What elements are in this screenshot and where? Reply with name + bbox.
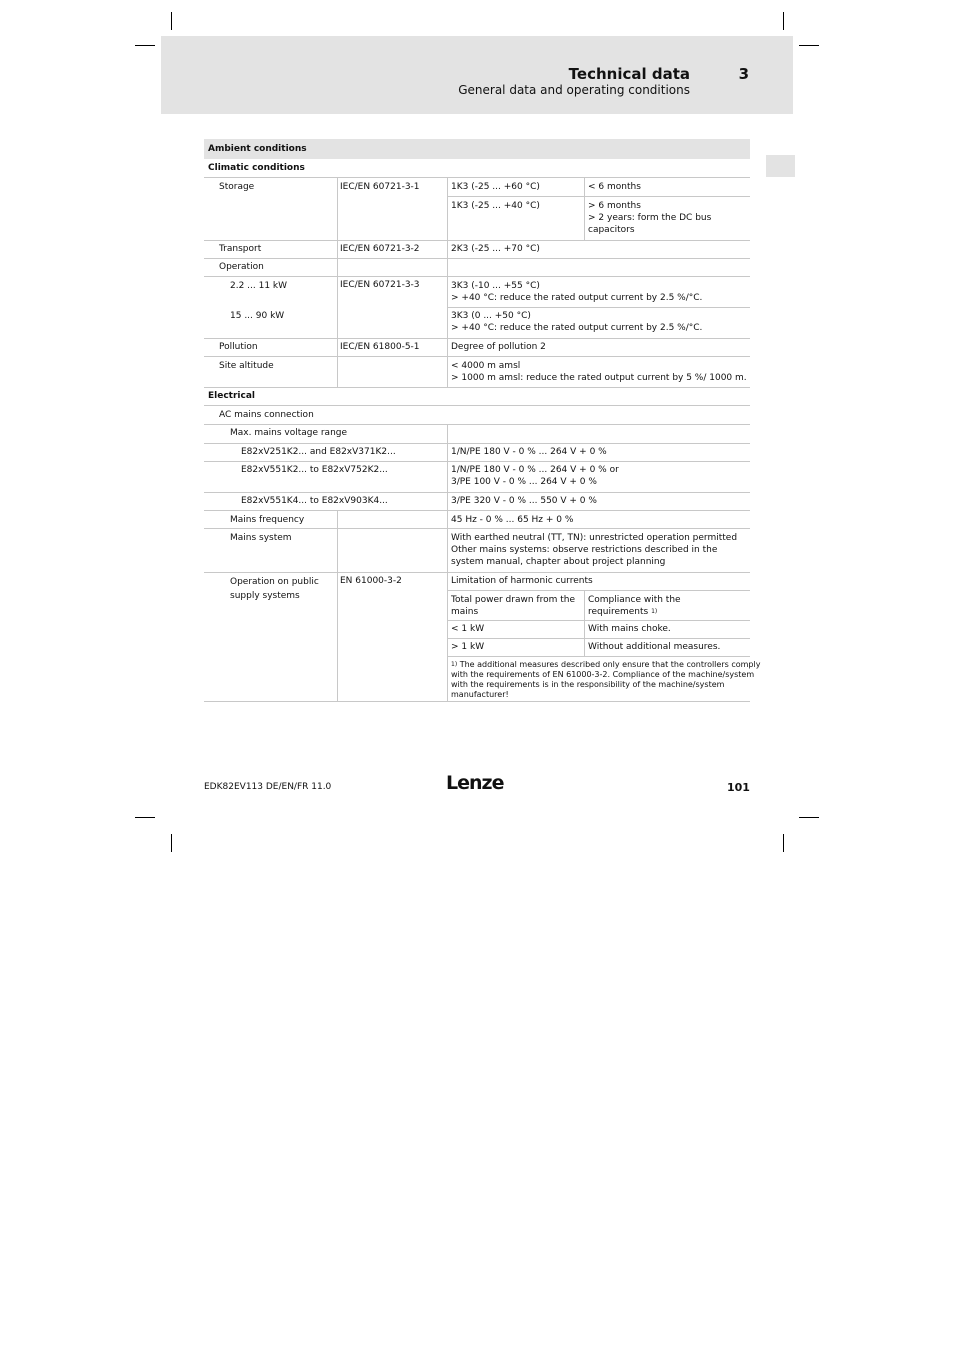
text-line <box>588 606 681 618</box>
text-line: > +40 °C: reduce the rated output current by 2.5 %/°C. <box>451 293 703 303</box>
crop-mark <box>783 834 784 852</box>
table-rule <box>204 492 750 493</box>
operation-label: Operation <box>219 262 264 272</box>
operation-standard: IEC/EN 60721-3-3 <box>340 280 420 290</box>
frequency-value: 45 Hz - 0 % ... 65 Hz + 0 % <box>451 515 574 525</box>
table-rule <box>204 510 750 511</box>
storage-label: Storage <box>219 182 255 192</box>
text-line: With earthed neutral (TT, TN): unrestricted operation permitted <box>451 533 738 543</box>
crop-mark <box>783 12 784 30</box>
footnote-ref: 1) <box>651 608 658 615</box>
transport-value: 2K3 (-25 ... +70 °C) <box>451 244 540 254</box>
table-divider <box>337 510 338 701</box>
crop-mark <box>135 45 155 46</box>
document-id: EDK82EV113 DE/EN/FR 11.0 <box>204 782 332 792</box>
section-ambient: Ambient conditions <box>208 144 307 154</box>
text-line: with the requirements is in the responsibility of the machine/system <box>451 680 725 689</box>
text-line: supply systems <box>230 591 300 601</box>
storage-standard: IEC/EN 60721-3-1 <box>340 182 420 192</box>
crop-mark <box>171 834 172 852</box>
table-divider <box>584 177 585 240</box>
table-rule <box>204 258 750 259</box>
e1-label: E82xV251K2... and E82xV371K2... <box>241 447 396 457</box>
table-divider <box>447 424 448 701</box>
pollution-value: Degree of pollution 2 <box>451 342 546 352</box>
text-line: 3/PE 100 V - 0 % ... 264 V + 0 % <box>451 477 597 487</box>
crop-mark <box>135 817 155 818</box>
text-line: Operation on public <box>230 577 319 587</box>
text-line: 1/N/PE 180 V - 0 % ... 264 V + 0 % or <box>451 465 619 475</box>
chapter-subtitle: General data and operating conditions <box>458 83 690 97</box>
pollution-label: Pollution <box>219 342 258 352</box>
pollution-standard: IEC/EN 61800-5-1 <box>340 342 420 352</box>
operation-value-1 <box>451 280 702 304</box>
storage-class-2: 1K3 (-25 ... +40 °C) <box>451 201 540 211</box>
text-line: mains <box>451 607 479 617</box>
climatic-heading: Climatic conditions <box>208 163 305 173</box>
text-part: The additional measures described only ensure that the controllers comply <box>459 660 761 669</box>
lenze-logo: Lenze <box>446 772 504 794</box>
text-line: manufacturer! <box>451 690 509 699</box>
table-rule <box>448 620 750 621</box>
footnote <box>451 660 760 700</box>
table-rule <box>204 528 750 529</box>
storage-class-1: 1K3 (-25 ... +60 °C) <box>451 182 540 192</box>
ac-mains-label: AC mains connection <box>219 410 314 420</box>
e2-value <box>451 464 619 488</box>
text-line: with the requirements of EN 61000-3-2. Compliance of the machine/system <box>451 670 755 679</box>
text-line: Total power drawn from the <box>451 595 575 605</box>
table-rule <box>204 177 750 178</box>
harmonic-header-compliance <box>588 594 681 618</box>
chapter-title: Technical data <box>568 65 690 83</box>
table-divider <box>584 590 585 656</box>
operation-power-1: 2.2 ... 11 kW <box>230 281 288 291</box>
text-line: > +40 °C: reduce the rated output current by 2.5 %/°C. <box>451 323 703 333</box>
text-line <box>451 660 760 670</box>
text-line: > 1000 m amsl: reduce the rated output current by 5 %/ 1000 m. <box>451 373 747 383</box>
page-number: 101 <box>727 781 750 794</box>
harmonic-header-power <box>451 594 575 618</box>
max-voltage-label: Max. mains voltage range <box>230 428 348 438</box>
table-rule <box>448 656 750 657</box>
table-rule <box>448 590 750 591</box>
harmonic-row1-measure: With mains choke. <box>588 624 671 634</box>
table-rule <box>204 356 750 357</box>
footnote-mark: 1) <box>451 661 458 668</box>
text-line: Other mains systems: observe restrictions described in the <box>451 545 718 555</box>
text-part: requirements <box>588 607 649 617</box>
chapter-number: 3 <box>738 65 749 83</box>
table-rule <box>448 638 750 639</box>
text-line: > 2 years: form the DC bus <box>588 213 712 223</box>
text-line: < 4000 m amsl <box>451 361 521 371</box>
table-rule <box>204 240 750 241</box>
e2-label: E82xV551K2... to E82xV752K2... <box>241 465 388 475</box>
table-rule <box>204 405 750 406</box>
altitude-label: Site altitude <box>219 361 274 371</box>
operation-value-2 <box>451 310 702 334</box>
public-standard: EN 61000-3-2 <box>340 576 402 586</box>
table-rule <box>204 387 750 388</box>
text-line: capacitors <box>588 225 635 235</box>
harmonic-row2-power: > 1 kW <box>451 642 485 652</box>
e3-value: 3/PE 320 V - 0 % ... 550 V + 0 % <box>451 496 597 506</box>
storage-duration-2 <box>588 200 711 236</box>
mains-system-value <box>451 532 737 568</box>
text-line: > 6 months <box>588 201 641 211</box>
crop-mark <box>799 45 819 46</box>
e1-value: 1/N/PE 180 V - 0 % ... 264 V + 0 % <box>451 447 607 457</box>
crop-mark <box>799 817 819 818</box>
table-rule <box>204 424 750 425</box>
public-supply-label <box>230 575 319 603</box>
table-rule <box>204 276 750 277</box>
operation-power-2: 15 ... 90 kW <box>230 311 285 321</box>
table-divider <box>447 177 448 387</box>
page-header <box>161 36 793 114</box>
harmonic-row1-power: < 1 kW <box>451 624 485 634</box>
harmonic-limit: Limitation of harmonic currents <box>451 576 593 586</box>
text-line: 3K3 (-10 ... +55 °C) <box>451 281 540 291</box>
text-line: Compliance with the <box>588 595 681 605</box>
table-rule <box>204 572 750 573</box>
transport-label: Transport <box>219 244 262 254</box>
table-rule <box>204 443 750 444</box>
table-rule <box>204 461 750 462</box>
table-rule <box>204 338 750 339</box>
altitude-value <box>451 360 747 384</box>
storage-duration-1: < 6 months <box>588 182 641 192</box>
text-line: 3K3 (0 ... +50 °C) <box>451 311 531 321</box>
transport-standard: IEC/EN 60721-3-2 <box>340 244 420 254</box>
text-line: system manual, chapter about project planning <box>451 557 666 567</box>
section-electrical: Electrical <box>208 391 255 401</box>
table-divider <box>337 177 338 387</box>
table-rule <box>448 196 750 197</box>
mains-system-label: Mains system <box>230 533 292 543</box>
crop-mark <box>171 12 172 30</box>
e3-label: E82xV551K4... to E82xV903K4... <box>241 496 388 506</box>
chapter-tab-marker <box>766 155 795 177</box>
frequency-label: Mains frequency <box>230 515 305 525</box>
table-rule <box>448 307 750 308</box>
table-rule <box>204 701 750 702</box>
harmonic-row2-measure: Without additional measures. <box>588 642 721 652</box>
